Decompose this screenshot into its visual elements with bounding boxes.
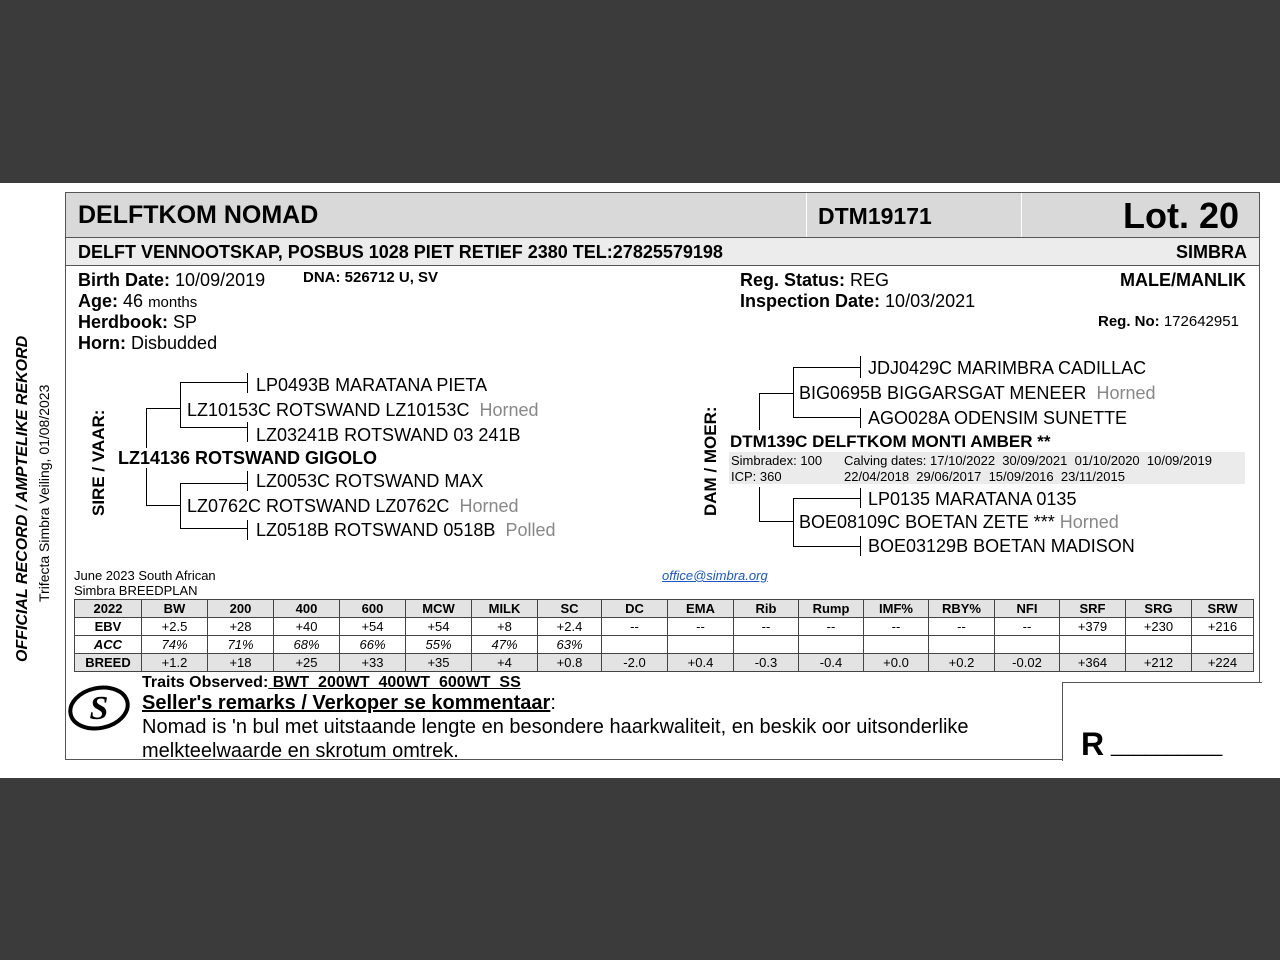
- table-cell: 68%: [274, 636, 340, 654]
- table-cell: [799, 636, 864, 654]
- table-cell: [1060, 636, 1126, 654]
- simbra-logo-icon: [67, 680, 131, 732]
- pedigree-line: [180, 427, 248, 428]
- registration-number: Reg. No: 172642951: [1098, 313, 1239, 330]
- header-separator: [1021, 193, 1022, 237]
- pedigree-line: [759, 487, 760, 521]
- remarks-line-1: Nomad is 'n bul met uitstaande lengte en besondere haarkwaliteit, en beskik oor uitsonderlike: [142, 716, 969, 738]
- table-cell: [1192, 636, 1254, 654]
- table-cell: NFI: [995, 600, 1060, 618]
- top-background-band: [0, 0, 1280, 183]
- animal-name: DELFTKOM NOMAD: [78, 201, 319, 229]
- pedigree-line: [180, 382, 181, 427]
- table-cell: +40: [274, 618, 340, 636]
- table-cell: 2022: [75, 600, 142, 618]
- table-cell: SRG: [1126, 600, 1192, 618]
- table-row-acc: [75, 636, 1254, 654]
- pedigree-line: [146, 468, 147, 505]
- pedigree-line: [860, 488, 861, 508]
- email-link[interactable]: office@simbra.org: [662, 568, 768, 583]
- table-row-breed: [75, 654, 1254, 672]
- table-cell: 55%: [406, 636, 472, 654]
- pedigree-line: [793, 417, 861, 418]
- table-cell: +1.2: [142, 654, 208, 672]
- table-cell: +35: [406, 654, 472, 672]
- table-cell: 66%: [340, 636, 406, 654]
- table-cell: MILK: [472, 600, 538, 618]
- table-cell: +8: [472, 618, 538, 636]
- table-cell: MCW: [406, 600, 472, 618]
- age: Age: 46 months: [78, 291, 198, 311]
- table-cell: --: [602, 618, 668, 636]
- table-cell: --: [929, 618, 995, 636]
- dam-name: DTM139C DELFTKOM MONTI AMBER **: [730, 432, 1051, 451]
- lot-number: Lot. 20: [1123, 195, 1240, 236]
- registration-status: Reg. Status: REG: [740, 270, 890, 290]
- icp: ICP: 360: [731, 469, 782, 484]
- table-cell: -0.4: [799, 654, 864, 672]
- pedigree-line: [180, 528, 248, 529]
- table-cell: -0.3: [734, 654, 799, 672]
- dam-sire: BIG0695B BIGGARSGAT MENEER Horned: [799, 383, 1156, 403]
- pedigree-line: [146, 408, 147, 448]
- sale-label: Trifecta Simbra Veiling, 01/08/2023: [36, 384, 52, 602]
- table-cell: [995, 636, 1060, 654]
- table-cell: EMA: [668, 600, 734, 618]
- table-cell: 71%: [208, 636, 274, 654]
- sex-label: MALE/MANLIK: [1120, 270, 1246, 290]
- pedigree-line: [146, 408, 181, 409]
- table-cell: 400: [274, 600, 340, 618]
- table-cell: +212: [1126, 654, 1192, 672]
- pedigree-line: [793, 498, 861, 499]
- table-cell: +25: [274, 654, 340, 672]
- table-cell: +0.0: [864, 654, 929, 672]
- table-cell: [602, 636, 668, 654]
- pedigree-line: [793, 546, 861, 547]
- pedigree-line: [860, 356, 861, 378]
- table-cell: +0.4: [668, 654, 734, 672]
- table-cell: +0.2: [929, 654, 995, 672]
- table-cell: [929, 636, 995, 654]
- sire-dam-sire: LZ0053C ROTSWAND MAX: [256, 471, 484, 491]
- traits-observed: Traits Observed: BWT 200WT 400WT 600WT SS: [142, 674, 521, 691]
- dna-info: DNA: 526712 U, SV: [303, 269, 439, 286]
- table-cell: BW: [142, 600, 208, 618]
- table-cell: Rump: [799, 600, 864, 618]
- breedplan-table: [74, 599, 1254, 672]
- table-header-row: [75, 600, 1254, 618]
- pedigree-line: [247, 471, 248, 491]
- sire-name: LZ14136 ROTSWAND GIGOLO: [118, 448, 378, 468]
- table-cell: 63%: [538, 636, 602, 654]
- dam-dam-sire: LP0135 MARATANA 0135: [868, 489, 1077, 509]
- logo-letter: S: [89, 690, 109, 727]
- pedigree-line: [247, 422, 248, 442]
- table-cell: +0.8: [538, 654, 602, 672]
- sire-sire-dam: LZ03241B ROTSWAND 03 241B: [256, 425, 521, 445]
- table-cell: +54: [406, 618, 472, 636]
- table-cell: --: [995, 618, 1060, 636]
- table-cell: +54: [340, 618, 406, 636]
- pedigree-line: [759, 521, 794, 522]
- pedigree-line: [180, 483, 248, 484]
- simbradex: Simbradex: 100: [731, 453, 823, 468]
- dam-section-label: DAM / MOER:: [701, 406, 720, 516]
- table-cell: RBY%: [929, 600, 995, 618]
- table-cell: +18: [208, 654, 274, 672]
- sire-sire: LZ10153C ROTSWAND LZ10153C Horned: [187, 400, 539, 420]
- table-cell: 200: [208, 600, 274, 618]
- table-cell: +364: [1060, 654, 1126, 672]
- pedigree-line: [180, 483, 181, 528]
- table-cell: +33: [340, 654, 406, 672]
- table-cell: SRF: [1060, 600, 1126, 618]
- price-blank-line: __________: [1111, 735, 1223, 757]
- official-record-label: OFFICIAL RECORD / AMPTELIKE REKORD: [14, 335, 31, 662]
- table-cell: EBV: [75, 618, 142, 636]
- sire-sire-sire: LP0493B MARATANA PIETA: [256, 375, 488, 395]
- dam-sire-sire: JDJ0429C MARIMBRA CADILLAC: [868, 358, 1147, 378]
- pedigree-line: [146, 505, 181, 506]
- table-cell: [734, 636, 799, 654]
- table-cell: +379: [1060, 618, 1126, 636]
- bottom-background-band: [0, 778, 1280, 960]
- pedigree-line: [860, 536, 861, 556]
- calving-dates-row-2: 22/04/2018 29/06/2017 15/09/2016 23/11/2015: [844, 469, 1125, 484]
- pedigree-line: [793, 498, 794, 546]
- header-separator: [806, 193, 807, 237]
- table-cell: SRW: [1192, 600, 1254, 618]
- table-cell: --: [864, 618, 929, 636]
- table-cell: -2.0: [602, 654, 668, 672]
- table-cell: BREED: [75, 654, 142, 672]
- remarks-heading: Seller's remarks / Verkoper se kommentaar:: [142, 692, 556, 714]
- table-cell: +224: [1192, 654, 1254, 672]
- table-cell: SC: [538, 600, 602, 618]
- pedigree-line: [860, 408, 861, 428]
- price-currency: R: [1081, 726, 1105, 762]
- table-cell: +216: [1192, 618, 1254, 636]
- table-cell: --: [799, 618, 864, 636]
- pedigree-line: [247, 520, 248, 540]
- table-cell: +2.5: [142, 618, 208, 636]
- sire-dam: LZ0762C ROTSWAND LZ0762C Horned: [187, 496, 519, 516]
- table-cell: +4: [472, 654, 538, 672]
- table-cell: 74%: [142, 636, 208, 654]
- animal-code: DTM19171: [818, 203, 932, 229]
- horn-status: Horn: Disbudded: [78, 333, 218, 353]
- table-cell: --: [668, 618, 734, 636]
- remarks-line-2: melkteelwaarde en skrotum omtrek.: [142, 740, 459, 762]
- birth-date: Birth Date: 10/09/2019: [78, 270, 266, 290]
- dam-sire-dam: AGO028A ODENSIM SUNETTE: [868, 408, 1128, 428]
- sire-dam-dam: LZ0518B ROTSWAND 0518B Polled: [256, 520, 556, 540]
- table-cell: +2.4: [538, 618, 602, 636]
- table-cell: +28: [208, 618, 274, 636]
- breedplan-title-2: Simbra BREEDPLAN: [74, 583, 198, 598]
- table-cell: DC: [602, 600, 668, 618]
- table-cell: 47%: [472, 636, 538, 654]
- pedigree-line: [247, 373, 248, 393]
- table-cell: ACC: [75, 636, 142, 654]
- table-row-ebv: [75, 618, 1254, 636]
- table-cell: [864, 636, 929, 654]
- table-cell: -0.02: [995, 654, 1060, 672]
- herdbook: Herdbook: SP: [78, 312, 198, 332]
- sire-section-label: SIRE / VAAR:: [89, 409, 108, 516]
- table-cell: IMF%: [864, 600, 929, 618]
- pedigree-line: [759, 393, 794, 394]
- table-cell: +230: [1126, 618, 1192, 636]
- pedigree-line: [759, 393, 760, 430]
- table-cell: Rib: [734, 600, 799, 618]
- pedigree-line: [793, 367, 794, 417]
- pedigree-line: [180, 382, 248, 383]
- inspection-date: Inspection Date: 10/03/2021: [740, 291, 976, 311]
- table-cell: 600: [340, 600, 406, 618]
- breed-label: SIMBRA: [1176, 242, 1247, 262]
- breedplan-title-1: June 2023 South African: [74, 568, 216, 583]
- calving-dates-row-1: Calving dates: 17/10/2022 30/09/2021 01/10/2020 10/09/2019: [844, 453, 1212, 468]
- dam-dam: BOE08109C BOETAN ZETE *** Horned: [799, 512, 1119, 532]
- dam-dam-dam: BOE03129B BOETAN MADISON: [868, 536, 1135, 556]
- table-cell: [668, 636, 734, 654]
- table-cell: --: [734, 618, 799, 636]
- table-cell: [1126, 636, 1192, 654]
- owner-details: DELFT VENNOOTSKAP, POSBUS 1028 PIET RETIEF 2380 TEL:27825579198: [78, 242, 723, 262]
- pedigree-line: [793, 367, 861, 368]
